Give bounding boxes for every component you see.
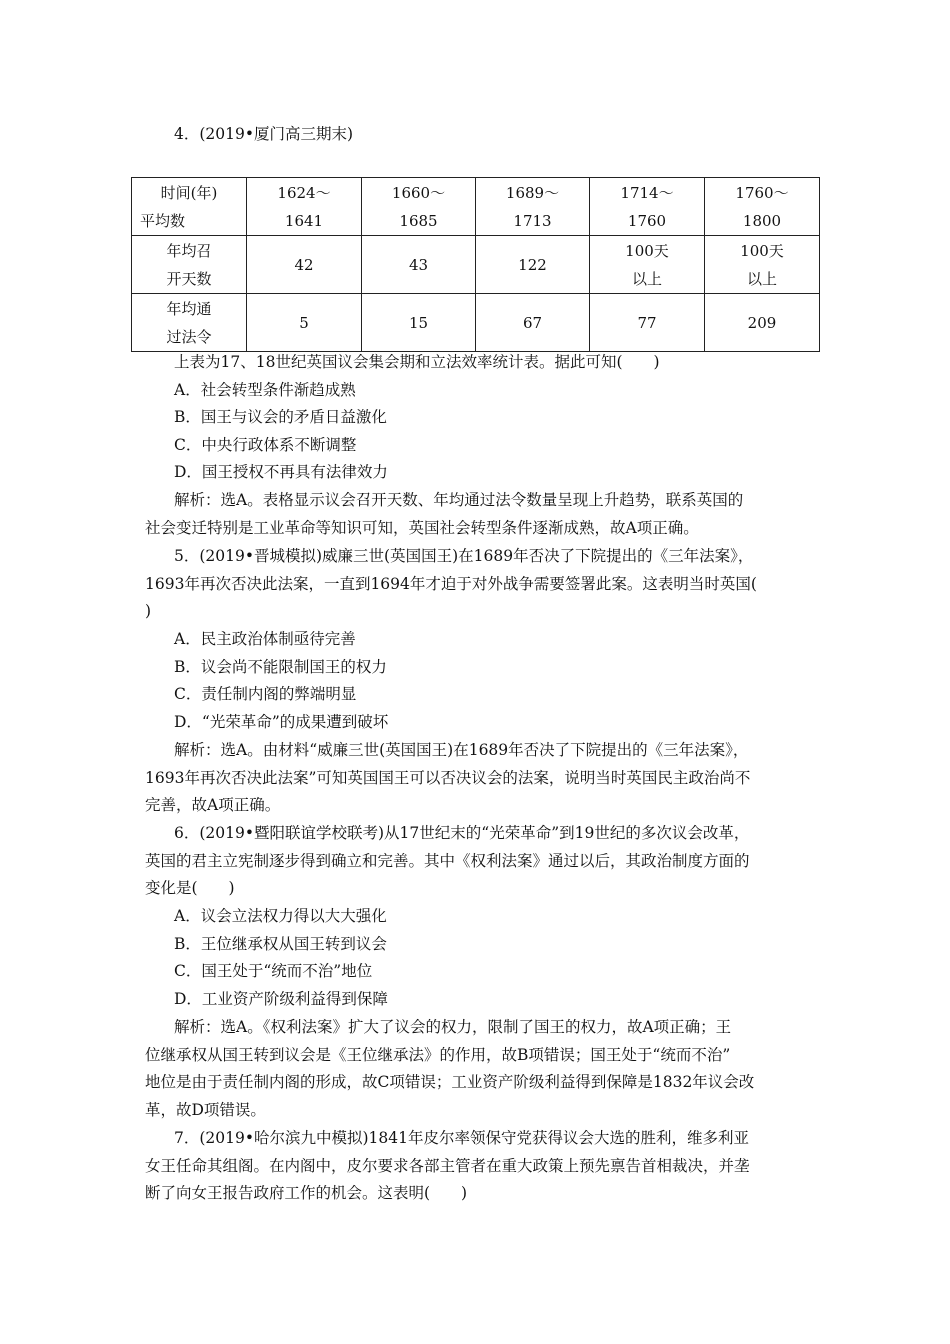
period-2: [362, 178, 476, 236]
row2-cell: 77: [590, 294, 705, 352]
row1-cell: [705, 236, 820, 294]
q6-option-a: A．议会立法权力得以大大强化: [174, 907, 387, 925]
period-2-start: 1660～: [391, 183, 446, 202]
row1-cell: [590, 236, 705, 294]
q5-option-d: D．“光荣革命”的成果遭到破坏: [174, 713, 389, 731]
q4-option-d: D．国王授权不再具有法律效力: [174, 463, 388, 481]
q6-stem-line2: 英国的君主立宪制逐步得到确立和完善。其中《权利法案》通过以后，其政治制度方面的: [145, 852, 750, 870]
q7-stem-line2: 女王任命其组阁。在内阁中，皮尔要求各部主管者在重大政策上预先禀告首相裁决，并垄: [145, 1157, 750, 1175]
q6-analysis-line3: 地位是由于责任制内阁的形成，故C项错误；工业资产阶级利益得到保障是1832年议会改: [145, 1073, 755, 1091]
row1-cell5-line2: 以上: [746, 269, 777, 288]
row2-label-line2: 过法令: [166, 327, 212, 346]
table-row: [132, 236, 820, 294]
q5-stem-line1: 5．(2019•晋城模拟)威廉三世(英国国王)在1689年否决了下院提出的《三年法案》，: [174, 547, 754, 565]
period-4-start: 1714～: [620, 183, 674, 202]
row1-cell: 43: [362, 236, 476, 294]
q6-stem-line3: 变化是( ): [145, 879, 235, 897]
row2-label-line1: 年均通: [166, 299, 212, 318]
period-1-end: 1641: [284, 211, 324, 230]
q6-option-c: C．国王处于“统而不治”地位: [174, 962, 373, 980]
q5-option-b: B．议会尚不能限制国王的权力: [174, 658, 387, 676]
period-2-end: 1685: [399, 211, 438, 230]
q5-analysis-line3: 完善，故A项正确。: [145, 796, 281, 814]
table-row: [132, 294, 820, 352]
row1-cell: 122: [476, 236, 590, 294]
q7-stem-line3: 断了向女王报告政府工作的机会。这表明( ): [145, 1184, 468, 1202]
q4-stem: 上表为17、18世纪英国议会集会期和立法效率统计表。据此可知( ): [174, 353, 660, 371]
q6-analysis-line2: 位继承权从国王转到议会是《王位继承法》的作用，故B项错误；国王处于“统而不治”: [145, 1046, 731, 1064]
q6-option-b: B．王位继承权从国王转到议会: [174, 935, 387, 953]
period-3: [476, 178, 590, 236]
period-4: [590, 178, 705, 236]
row2-cell: 15: [362, 294, 476, 352]
row1-cell4-line2: 以上: [631, 269, 662, 288]
row1-cell4-line1: 100天: [625, 241, 669, 260]
q6-analysis-line4: 革，故D项错误。: [145, 1101, 266, 1119]
parliament-stats-table: [131, 177, 820, 352]
row2-cell: 67: [476, 294, 590, 352]
period-3-start: 1689～: [505, 183, 560, 202]
q4-option-a: A．社会转型条件渐趋成熟: [174, 381, 356, 399]
q5-option-a: A．民主政治体制亟待完善: [174, 630, 356, 648]
row1-cell5-line1: 100天: [740, 241, 784, 260]
q5-analysis-line2: 1693年再次否决此法案”可知英国国王可以否决议会的法案，说明当时英国民主政治尚不: [145, 769, 751, 787]
period-4-end: 1760: [627, 211, 667, 230]
row2-cell: 5: [247, 294, 362, 352]
q7-stem-line1: 7．(2019•哈尔滨九中模拟)1841年皮尔率领保守党获得议会大选的胜利，维多利亚: [174, 1129, 749, 1147]
head-label-line1: 时间(年): [160, 183, 218, 202]
q4-analysis-line1: 解析：选A。表格显示议会召开天数、年均通过法令数量呈现上升趋势，联系英国的: [174, 491, 744, 509]
q4-option-b: B．国王与议会的矛盾日益激化: [174, 408, 387, 426]
table-head-label: [132, 178, 247, 236]
q5-stem-line3: ): [145, 602, 152, 620]
row1-cell: 42: [247, 236, 362, 294]
row1-label-line2: 开天数: [166, 269, 212, 288]
head-label-line2: 平均数: [140, 211, 186, 230]
q4-option-c: C．中央行政体系不断调整: [174, 436, 357, 454]
row1-label-line1: 年均召: [166, 241, 212, 260]
q6-option-d: D．工业资产阶级利益得到保障: [174, 990, 388, 1008]
row2-label: [132, 294, 247, 352]
table-row: [132, 178, 820, 236]
q6-stem-line1: 6．(2019•暨阳联谊学校联考)从17世纪末的“光荣革命”到19世纪的多次议会改革，: [174, 824, 750, 842]
q5-option-c: C．责任制内阁的弊端明显: [174, 685, 357, 703]
period-1-start: 1624～: [277, 183, 331, 202]
q4-analysis-line2: 社会变迁特别是工业革命等知识可知，英国社会转型条件逐渐成熟，故A项正确。: [145, 519, 699, 537]
q4-header: 4．(2019•厦门高三期末): [174, 125, 354, 143]
period-3-end: 1713: [513, 211, 552, 230]
period-5-start: 1760～: [735, 183, 789, 202]
q6-analysis-line1: 解析：选A。《权利法案》扩大了议会的权力，限制了国王的权力，故A项正确；王: [174, 1018, 732, 1036]
period-5-end: 1800: [742, 211, 782, 230]
row2-cell: 209: [705, 294, 820, 352]
q5-analysis-line1: 解析：选A。由材料“威廉三世(英国国王)在1689年否决了下院提出的《三年法案》，: [174, 741, 749, 759]
q5-stem-line2: 1693年再次否决此法案，一直到1694年才迫于对外战争需要签署此案。这表明当时英国(: [145, 575, 757, 593]
period-5: [705, 178, 820, 236]
period-1: [247, 178, 362, 236]
row1-label: [132, 236, 247, 294]
